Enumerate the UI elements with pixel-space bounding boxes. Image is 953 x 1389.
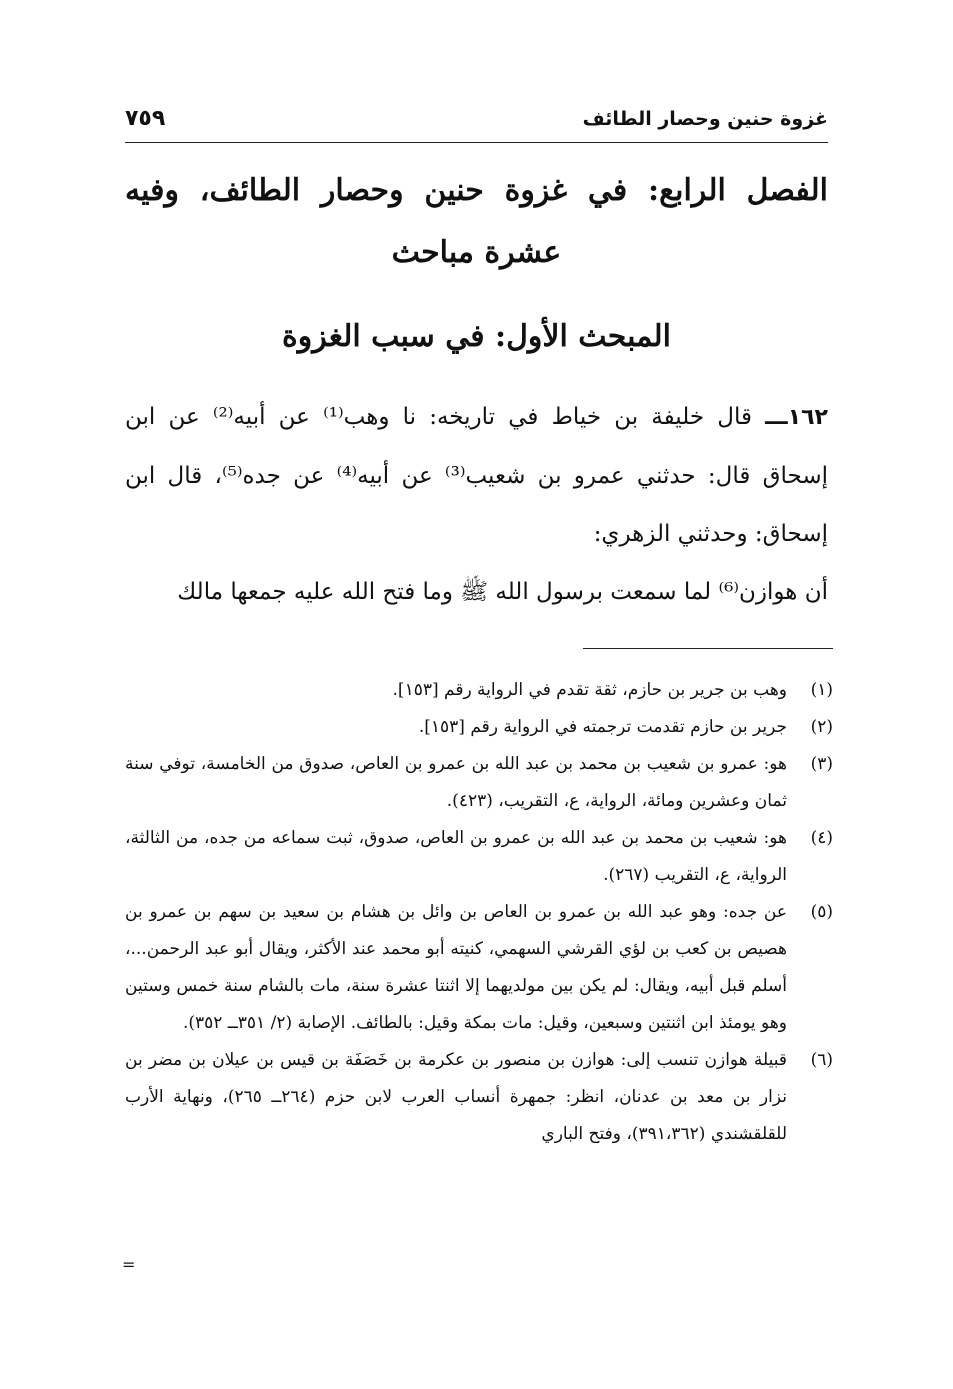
paragraph-2: أن هوازن⁽⁶⁾ لما سمعت برسول الله ﷺ وما فتح الله عليه جمعها مالك [177,579,828,605]
continuation-mark: = [122,1255,136,1274]
footnote-text: قبيلة هوازن تنسب إلى: هوازن بن منصور بن عكرمة بن خَصَفَة بن قيس بن عيلان بن مضر بن نزار بن معد بن عدنان، انظر: جمهرة أنساب العرب لابن حزم (٢٦٤ــ ٢٦٥)، ونهاية الأرب للقلقشندي (٣٩١،٣٦٢)، وفتح الباري [125,1050,787,1144]
footnote-text: هو: عمرو بن شعيب بن محمد بن عبد الله بن عمرو بن العاص، صدوق من الخامسة، توفي سنة ثمان وعشرين ومائة، الرواية، ع، التقريب، (٤٢٣). [125,754,787,811]
footnote-number: (١) [810,680,833,700]
footnote-text: جرير بن حازم تقدمت ترجمته في الرواية رقم [١٥٣]. [418,717,787,737]
footnote-3 [125,746,833,820]
main-text [125,388,828,621]
footnote-number: (٣) [810,754,833,774]
footnote-5 [125,894,833,1042]
footnote-text: وهب بن جرير بن حازم، ثقة تقدم في الرواية رقم [١٥٣]. [392,680,787,700]
page-number: ٧٥٩ [125,106,166,131]
section-title: المبحث الأول: في سبب الغزوة [282,319,671,354]
paragraph-1-text: قال خليفة بن خياط في تاريخه: نا وهب⁽¹⁾ عن أبيه⁽²⁾ عن ابن إسحاق قال: حدثني عمرو بن شعيب⁽³⁾ عن أبيه⁽⁴⁾ عن جده⁽⁵⁾، قال ابن إسحاق: وحدثني الزهري: [125,404,828,547]
footnote-text: عن جده: وهو عبد الله بن عمرو بن العاص بن وائل بن هشام بن سعيد بن سهم بن عمرو بن هصيص بن كعب بن لؤي القرشي السهمي، كنيته أبو محمد عند الأكثر، ويقال أبو عبد الرحمن...، أسلم قبل أبيه، ويقال: لم يكن بين مولديهما إلا اثنتا عشرة سنة، مات بالشام سنة خمس وستين وهو يومئذ ابن اثنتين وسبعين، وقيل: مات بمكة وقيل: بالطائف. الإصابة (٢/ ٣٥١ــ ٣٥٢). [125,902,787,1033]
footnote-text: هو: شعيب بن محمد بن عبد الله بن عمرو بن العاص، صدوق، ثبت سماعه من جده، من الثالثة، الرواية، ع، التقريب (٢٦٧). [125,828,787,885]
running-title: غزوة حنين وحصار الطائف [582,108,828,130]
footnote-number: (٤) [810,828,833,848]
paragraph-1 [125,388,828,563]
footnote-4 [125,820,833,894]
footnote-6 [125,1042,833,1153]
footnote-separator [583,648,833,649]
footnote-2 [125,709,833,746]
report-number: ١٦٢ـــ [765,405,828,430]
chapter-title: الفصل الرابع: في غزوة حنين وحصار الطائف، وفيه عشرة مباحث [125,173,828,270]
running-header [125,106,828,143]
footnote-number: (٢) [810,717,833,737]
footnote-number: (٥) [810,902,833,922]
footnote-number: (٦) [810,1050,833,1070]
footnote-1 [125,672,833,709]
footnotes [125,672,833,1153]
